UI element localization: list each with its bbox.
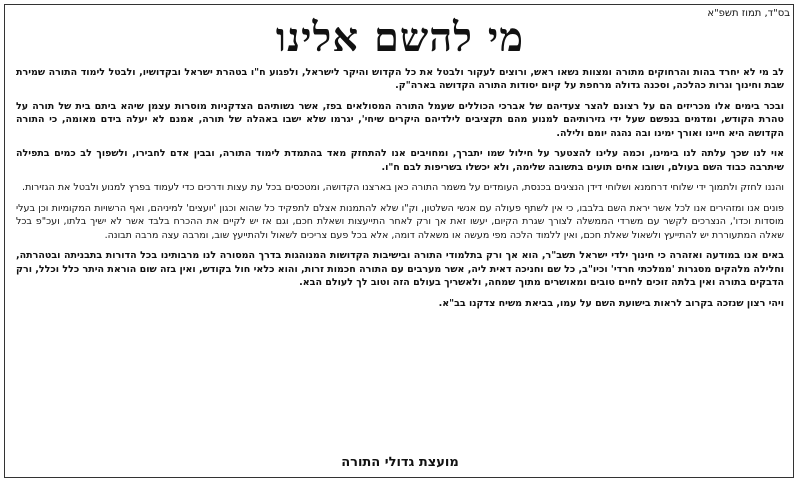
paragraph-3: אוי לנו שכך עלתה לנו בימינו, וכמה עלינו להצטער על חילול שמו יתברך, ומחויבים אנו להתחזק מאד בהתמדת לימוד התורה, ובבין אדם לחבירו, ולשפוך לב כמים בתפילה שיתרבה כבוד השם בעולם, ושובו אחים תועים בתשובה שלימה, ולא יכשלו בשריפות לבם ח"ו. xyxy=(16,148,784,173)
date-line: בס"ד, תמוז תשפ"א xyxy=(707,8,790,19)
page-title: מי להשם אלינו xyxy=(275,14,525,61)
signature: מועצת גדולי התורה xyxy=(341,455,459,470)
paragraph-2: ובכר בימים אלו מכריזים הם על רצונם להצר צעדיהם של אברכי הכוללים שעמל התורה המסולאים בפז, אשר נשותיהם הצדקניות מוסרות עצמן שיהא ביתם בית של תורה על טהרת הקודש, ומדמים בנפשם שעל ידי גזירותיהם למנוע מהם תקציבים לילדיהם היקרים שיחי', יגרמו שלא ישבו באהלה של תורה, אמנם לא יעלה בידם מאומה, כי התורה הקדושה היא חיינו ואורך ימינו ובה נהגה יומם ולילה. xyxy=(16,100,784,139)
document-body xyxy=(16,66,784,317)
paragraph-1: לב מי לא יחרד בהות והרחוקים מתורה ומצוות נשאו ראש, ורוצים לעקור ולבטל את כל הקדוש והיקר לישראל, ולפגוע ח"ו בטהרת ישראל ובקדושיו, ולבטל לימוד התורה שמירת שבת וחינוך וגרות כהלכה, וסכנה גדולה מרחפת על קיום יסודות התורה הקדושה בארה"ק. xyxy=(16,67,784,92)
paragraph-4: והננו לחזק ולתמוך ידי שלוחי דרחמנא ושלוחי דידן הנציגים בכנסת, העומדים על משמר התורה כאן בארצנו הקדושה, ומטכסים בכל עת עצות ודרכים כדי לעמוד בפרץ למנוע ולבטל את הגזירות. xyxy=(22,182,784,194)
paragraph-6: באים אנו במודעה ואזהרה כי חינוך ילדי ישראל תשב"ר, הוא אך ורק בתלמודי התורה ובישיבות הקדושות המנוהגות בדרך המסורה לנו מרבותינו בכל הדורות בתבניתה ובטהרתה, וחלילה מלהקים מסגרות 'ממלכתי חרדי' וכיו"ב, כל שם וחניכה דאית ליה, אשר מערבים עם התורה חכמות זרות, והוא כלאי חול בקודש, ואין בזה שום הוראת היתר כלל וכלל, ורק הדבקים בתורה ואין בלתה זוכים לחיים טובים ומאושרים מתוך שמחה, ולאשריך בעולם הזה וטוב לך לעולם הבא. xyxy=(16,250,784,289)
paragraph-7: ויהי רצון שנזכה בקרוב לראות בישועת השם על עמו, בביאת משיח צדקנו בב"א. xyxy=(438,297,784,309)
paragraph-5: פונים אנו ומזהירים אנו לכל אשר יראת השם בלבבו, כי אין לשתף פעולה עם אנשי השלטון, וק"ו שלא להתמנות אצלם לתפקיד כל שהוא וכגון 'יועצים' למיניהם, ואף הרשויות המקומיות וכן בעלי מוסדות וכדו', הנצרכים לקשר עם משרדי הממשלה לצורך שגרת הקיום, יעשו זאת אך ורק לאחר התייעצות ושאלת חכם, וגם אז יש לקיים את ההכרח בלבד אשר לא ישיך בלתו, ועכ"פ בכל שאלה המתעוררת יש להתייעץ ולשאול שאלת חכם, ואין ללמוד הלכה מפי מעשה או משאלה דומה, אלא בכל פעם צריכים לשאול ולהתייעץ שוב, ומרבה עצה מרבה תבונה. xyxy=(16,202,784,241)
